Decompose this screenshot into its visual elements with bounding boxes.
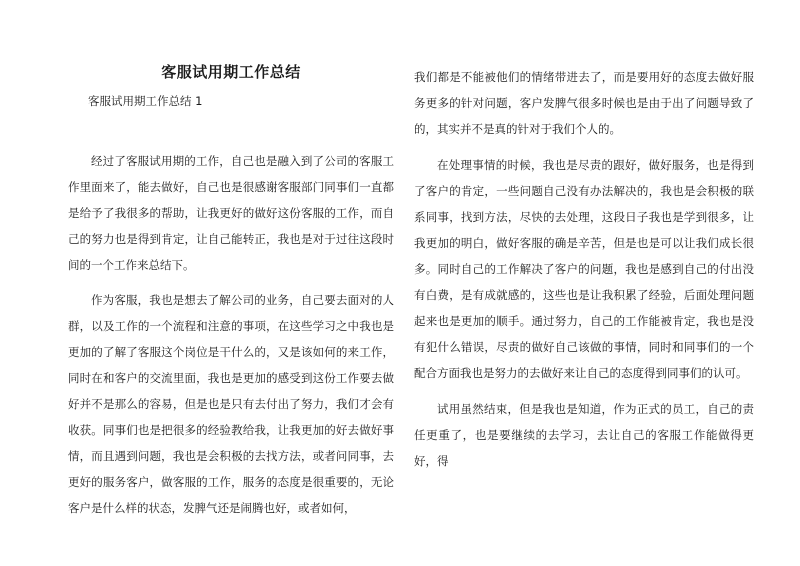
paragraph: 经过了客服试用期的工作，自己也是融入到了公司的客服工作里面来了，能去做好，自己也是很感谢客服部门同事们一直都是给予了我很多的帮助，让我更好的做好这份客服的工作，而自己的努力也是得到肯定，让自己能转正，我也是对于过往这段时间的一个工作来总结下。 bbox=[68, 154, 394, 272]
right-column bbox=[414, 64, 754, 474]
paragraph: 作为客服，我也是想去了解公司的业务，自己要去面对的人群，以及工作的一个流程和注意的事项，在这些学习之中我也是更加的了解了客服这个岗位是干什么的，又是该如何的来工作，同时在和客户的交流里面，我也是更加的感受到这份工作要去做好并不是那么的容易，但是也是只有去付出了努力，我们才会有收获。同事们也是把很多的经验教给我，让我更加的好去做好事情，而且遇到问题，我也是会积极的去找方法，或者问同事，去更好的服务客户，做客服的工作，服务的态度是很重要的，无论客户是什么样的状态，发脾气还是闹腾也好，或者如何， bbox=[68, 293, 394, 515]
paragraph-continuation: 我们都是不能被他们的情绪带进去了，而是要用好的态度去做好服务更多的针对问题，客户发脾气很多时候也是由于出了问题导致了的，其实并不是真的针对于我们个人的。 bbox=[414, 70, 754, 136]
paragraph: 试用虽然结束，但是我也是知道，作为正式的员工，自己的责任更重了，也是要继续的去学习，去让自己的客服工作能做得更好，得 bbox=[414, 402, 754, 468]
document-subtitle: 客服试用期工作总结 1 bbox=[88, 94, 203, 108]
document-title: 客服试用期工作总结 bbox=[161, 63, 301, 81]
paragraph: 在处理事情的时候，我也是尽责的跟好，做好服务，也是得到了客户的肯定，一些问题自己没有办法解决的，我也是会积极的联系同事，找到方法，尽快的去处理，这段日子我也是学到很多，让我更加的明白，做好客服的确是辛苦，但是也是可以让我们成长很多。同时自己的工作解决了客户的问题，我也是感到自己的付出没有白费，是有成就感的，这些也是让我积累了经验，后面处理问题起来也是更加的顺手。通过努力，自己的工作能被肯定，我也是没有犯什么错误，尽责的做好自己该做的事情，同时和同事们的一个配合方面我也是努力的去做好来让自己的态度得到同事们的认可。 bbox=[414, 158, 754, 380]
left-column bbox=[68, 148, 394, 521]
